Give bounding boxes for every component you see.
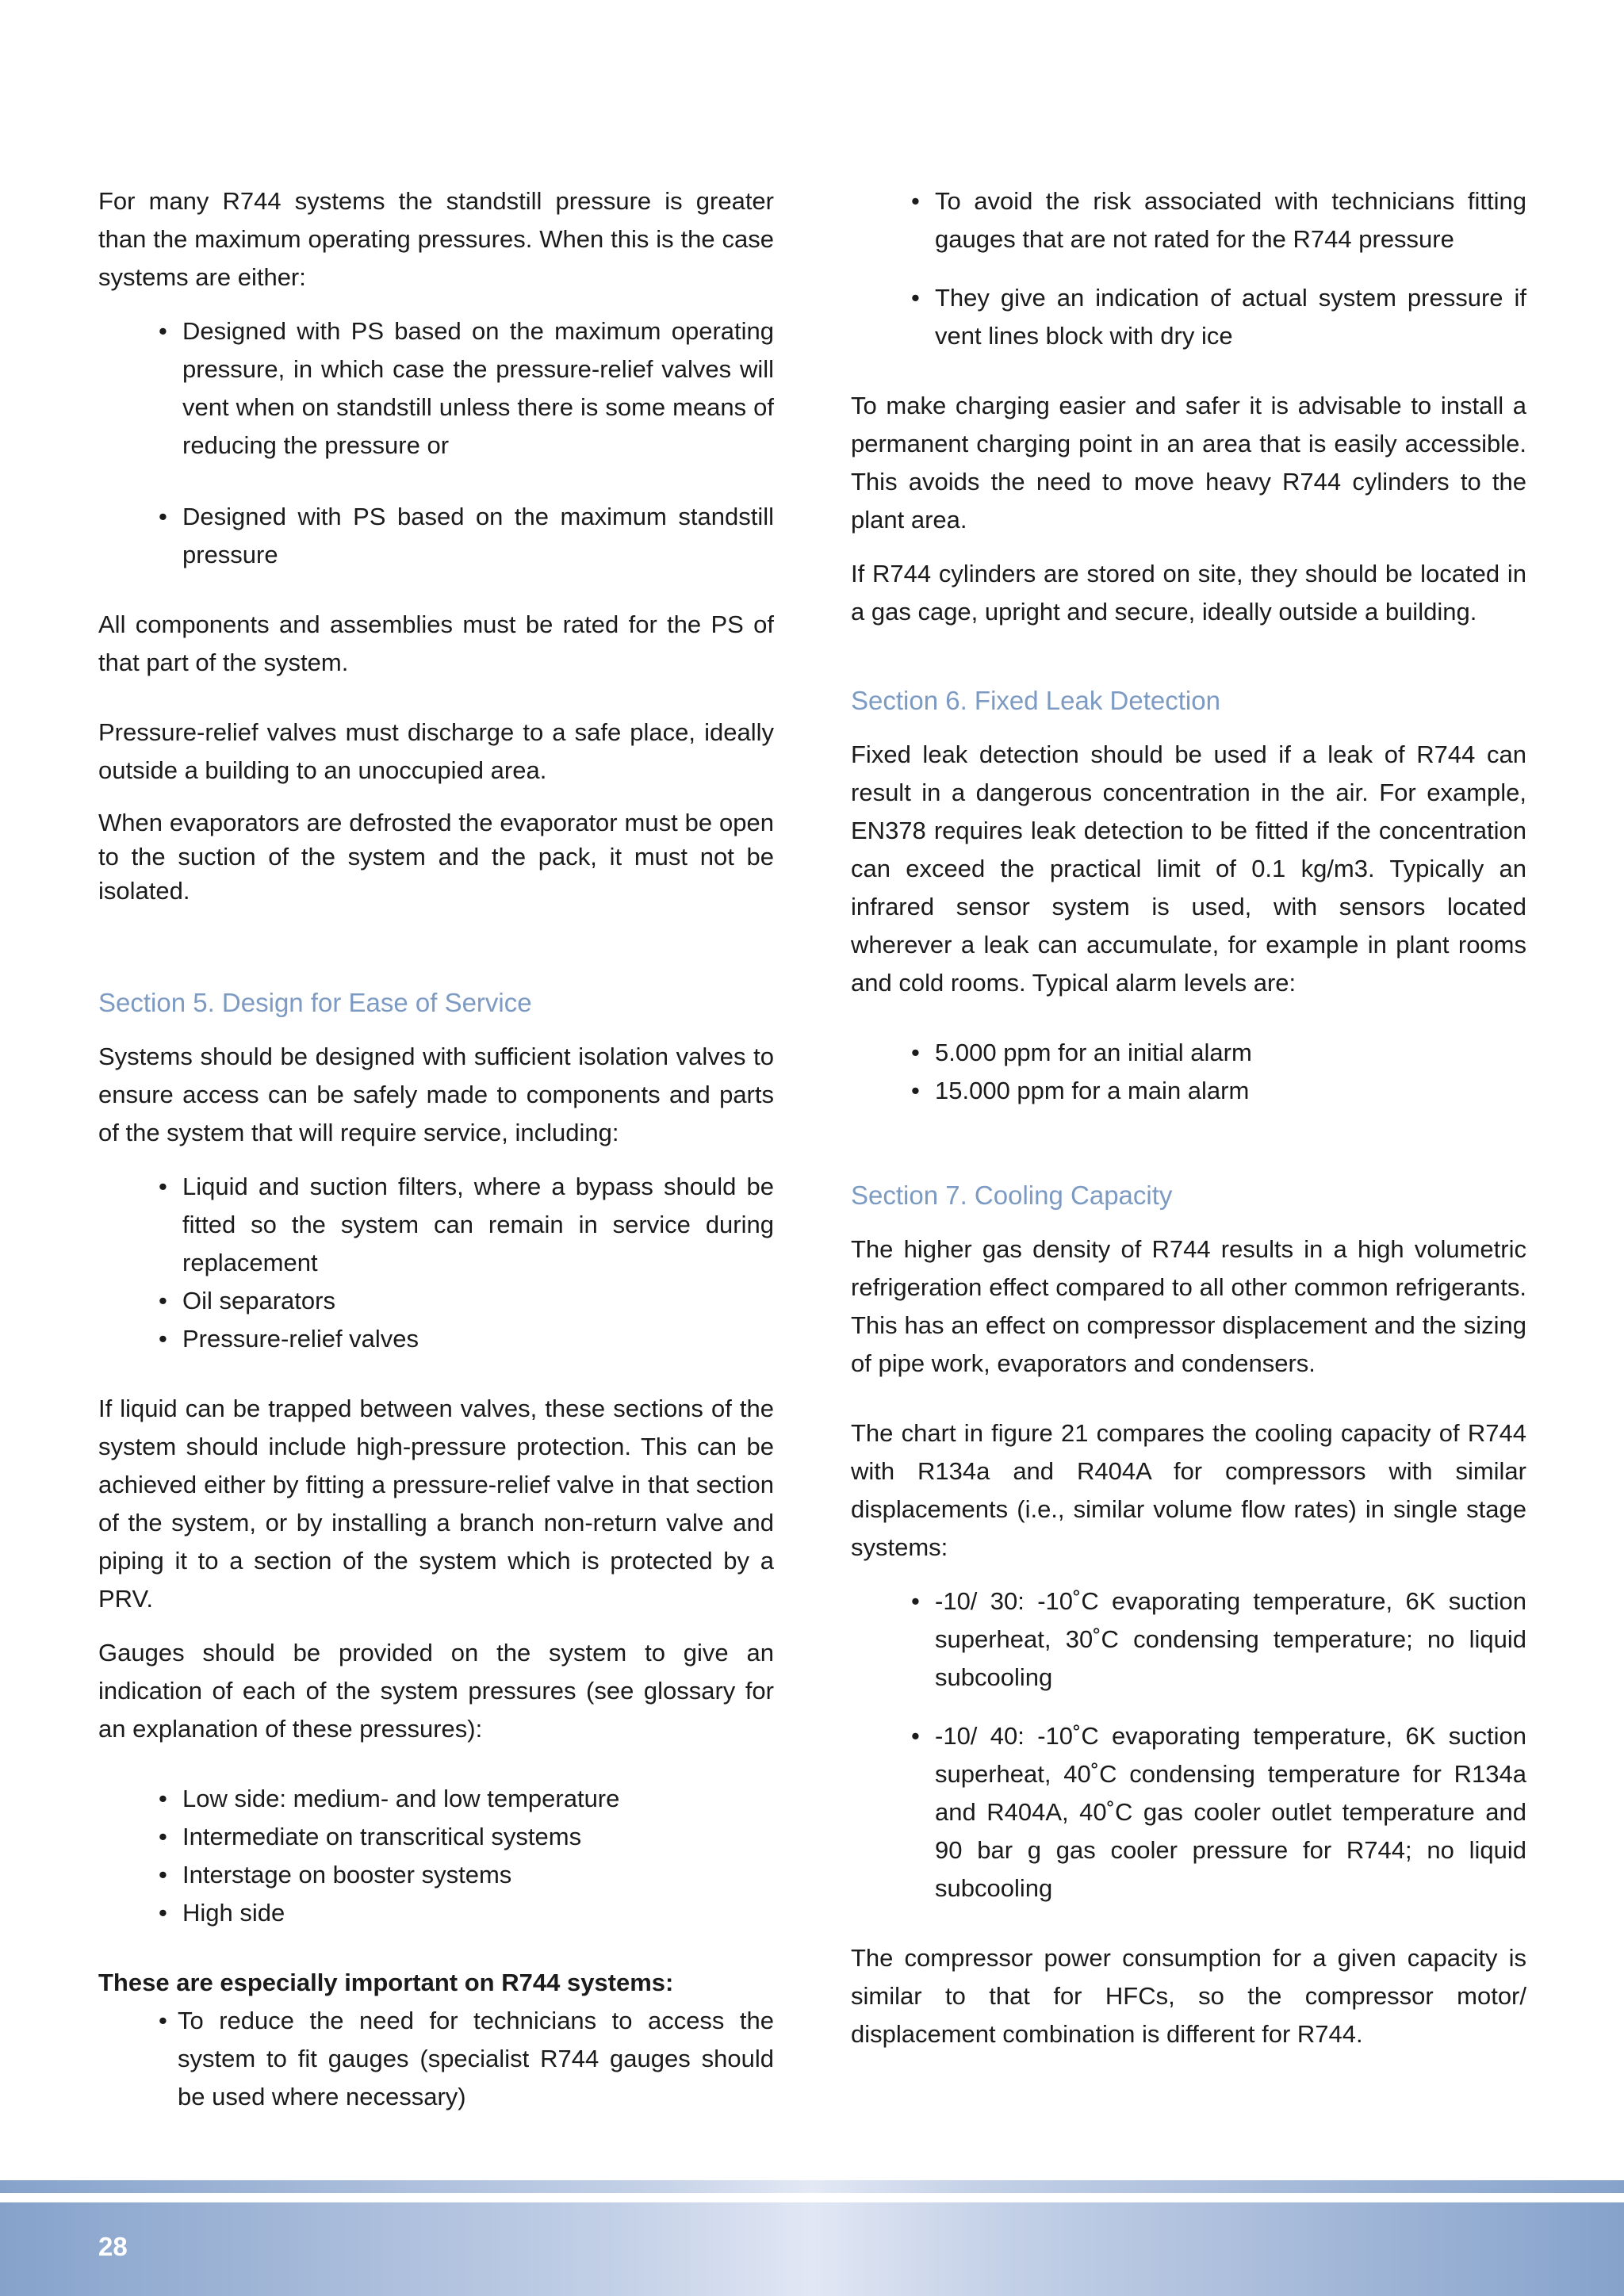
paragraph: For many R744 systems the standstill pressure is greater than the maximum operating pressures. When this is the case systems are either: bbox=[98, 187, 774, 291]
bullet-list bbox=[98, 1168, 774, 1358]
paragraph: To make charging easier and safer it is advisable to install a permanent charging point in an area that is easily accessible. This avoids the need to move heavy R744 cylinders to the plant area. bbox=[851, 392, 1526, 534]
list-item: • Interstage on booster systems bbox=[98, 1856, 774, 1894]
list-item: • They give an indication of actual system pressure if vent lines block with dry ice bbox=[851, 279, 1526, 355]
page-number: 28 bbox=[98, 2232, 128, 2261]
paragraph: Systems should be designed with sufficient isolation valves to ensure access can be safely made to components and parts of the system that will require service, including: bbox=[98, 1043, 774, 1146]
bullet-list bbox=[851, 1034, 1526, 1110]
paragraph: Gauges should be provided on the system to give an indication of each of the system pressures (see glossary for an explanation of these pressures): bbox=[98, 1639, 774, 1743]
list-item: • To reduce the need for technicians to access the system to fit gauges (specialist R744 gauges should be used where necessary) bbox=[98, 2002, 774, 2116]
bullet-list bbox=[851, 1582, 1526, 1908]
left-column bbox=[98, 182, 774, 2116]
section-title: Section 6. Fixed Leak Detection bbox=[851, 686, 1220, 715]
list-item: • To avoid the risk associated with technicians fitting gauges that are not rated for the R744 pressure bbox=[851, 182, 1526, 258]
paragraph: If R744 cylinders are stored on site, they should be located in a gas cage, upright and secure, ideally outside a building. bbox=[851, 560, 1526, 626]
list-item: • Liquid and suction filters, where a bypass should be fitted so the system can remain in service during replacement bbox=[98, 1168, 774, 1282]
bullet-list bbox=[98, 312, 774, 574]
footer-band bbox=[0, 2202, 1624, 2296]
section-title: Section 5. Design for Ease of Service bbox=[98, 988, 532, 1017]
list-item: • Low side: medium- and low temperature bbox=[98, 1780, 774, 1818]
section-title: Section 7. Cooling Capacity bbox=[851, 1181, 1173, 1210]
list-item: • Intermediate on transcritical systems bbox=[98, 1818, 774, 1856]
right-column bbox=[851, 182, 1526, 2053]
list-item: • Designed with PS based on the maximum standstill pressure bbox=[98, 498, 774, 574]
paragraph: The chart in figure 21 compares the cooling capacity of R744 with R134a and R404A for compressors with similar displacements (i.e., similar volume flow rates) in single stage systems: bbox=[851, 1419, 1526, 1561]
paragraph: When evaporators are defrosted the evaporator must be open to the suction of the system and the pack, it must not be isolated. bbox=[98, 809, 774, 905]
paragraph: Pressure-relief valves must discharge to a safe place, ideally outside a building to an unoccupied area. bbox=[98, 718, 774, 784]
list-item: • Designed with PS based on the maximum operating pressure, in which case the pressure-relief valves will vent when on standstill unless there is some means of reducing the pressure or bbox=[98, 312, 774, 465]
bullet-list bbox=[98, 2002, 774, 2116]
list-item: • -10/ 40: -10˚C evaporating temperature, 6K suction superheat, 40˚C condensing temperature for R134a and R404A, 40˚C gas cooler outlet temperature and 90 bar g gas cooler pressure for R744; no liquid subcooling bbox=[851, 1717, 1526, 1908]
list-item: • Pressure-relief valves bbox=[98, 1320, 774, 1358]
bold-heading: These are especially important on R744 systems: bbox=[98, 1969, 674, 1996]
list-item: • High side bbox=[98, 1894, 774, 1932]
paragraph: All components and assemblies must be rated for the PS of that part of the system. bbox=[98, 610, 774, 676]
list-item: • 5.000 ppm for an initial alarm bbox=[851, 1034, 1526, 1072]
bullet-list bbox=[851, 182, 1526, 355]
list-item: • 15.000 ppm for a main alarm bbox=[851, 1072, 1526, 1110]
list-item: • -10/ 30: -10˚C evaporating temperature, 6K suction superheat, 30˚C condensing temperature; no liquid subcooling bbox=[851, 1582, 1526, 1697]
footer-stripe bbox=[0, 2180, 1624, 2193]
bullet-list bbox=[98, 1780, 774, 1932]
list-item: • Oil separators bbox=[98, 1282, 774, 1320]
paragraph: The higher gas density of R744 results in a high volumetric refrigeration effect compared to all other common refrigerants. This has an effect on compressor displacement and the sizing of pipe work, evaporators and condensers. bbox=[851, 1235, 1526, 1377]
paragraph: Fixed leak detection should be used if a leak of R744 can result in a dangerous concentration in the air. For example, EN378 requires leak detection to be fitted if the concentration can exceed the practical limit of 0.1 kg/m3. Typically an infrared sensor system is used, with sensors located wherever a leak can accumulate, for example in plant rooms and cold rooms. Typical alarm levels are: bbox=[851, 740, 1526, 997]
paragraph: The compressor power consumption for a given capacity is similar to that for HFCs, so the compressor motor/ displacement combination is different for R744. bbox=[851, 1944, 1526, 2048]
paragraph: If liquid can be trapped between valves, these sections of the system should include high-pressure protection. This can be achieved either by fitting a pressure-relief valve in that section of the system, or by installing a branch non-return valve and piping it to a section of the system which is protected by a PRV. bbox=[98, 1395, 774, 1613]
